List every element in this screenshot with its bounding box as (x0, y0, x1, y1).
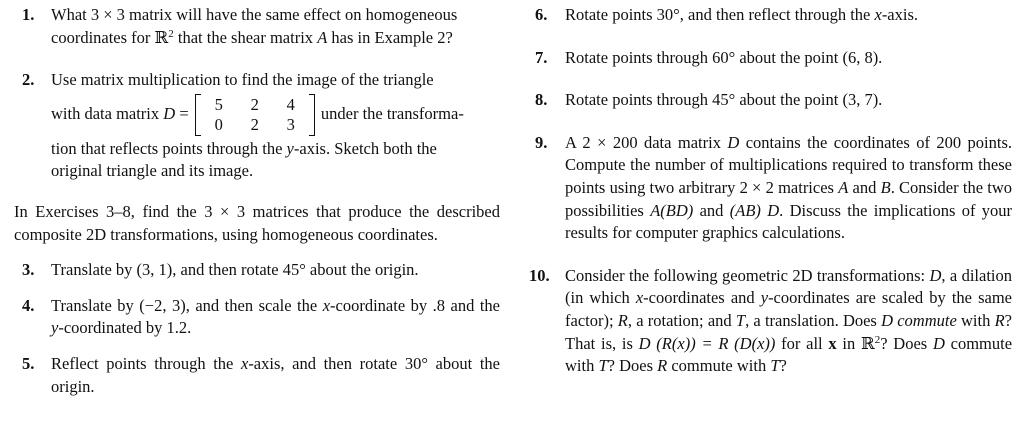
text: under the transforma- (316, 104, 464, 124)
exercise-number: 8. (535, 90, 548, 110)
text: , a translation. Does (745, 310, 882, 330)
math-variable: A (317, 27, 328, 47)
exercise-9-text (565, 132, 1012, 245)
text: Reflect points through the (51, 353, 241, 373)
math-variable: D (929, 265, 942, 285)
data-matrix (195, 94, 315, 136)
text: ? Does (880, 333, 933, 353)
exercise-10 (527, 265, 1012, 378)
text: for all (775, 333, 829, 353)
math-expression: D (R(x)) = R (D(x)) (638, 333, 776, 353)
math-variable: y (286, 138, 294, 158)
math-variable: y (760, 288, 769, 308)
text: A 2 × 200 data matrix (565, 132, 728, 152)
math-variable: B (880, 177, 891, 197)
superscript: 2 (168, 27, 174, 40)
exercise-9 (527, 132, 1012, 245)
exercise-5 (14, 353, 500, 398)
text: and (848, 177, 881, 197)
math-variable: D (932, 333, 945, 353)
matrix-cell: 5 (214, 94, 223, 114)
text: with data matrix (51, 104, 164, 124)
math-variable: x (240, 353, 249, 373)
exercise-number: 10. (529, 265, 550, 285)
exercise-5-text (51, 353, 500, 398)
math-expression: (AB) D (729, 200, 780, 220)
math-variable: T (770, 356, 780, 376)
text: ? Does (607, 356, 658, 376)
exercise-2-line1: Use matrix multiplication to find the image of the triangle (51, 70, 434, 90)
exercise-4-text (51, 295, 500, 340)
text: has in Example 2? (327, 27, 453, 47)
exercise-number: 3. (22, 260, 35, 280)
text: commute with (667, 356, 771, 376)
exercise-number: 2. (22, 70, 35, 90)
math-variable: x (874, 5, 882, 24)
exercise-8 (527, 89, 1012, 112)
math-variable: x (635, 288, 644, 308)
exercise-7 (527, 47, 1012, 70)
left-column (14, 4, 500, 398)
math-variable: y (51, 318, 59, 338)
exercise-6-text (565, 4, 1012, 27)
text: Rotate points 30°, and then reflect through the (565, 5, 875, 24)
matrix-cell: 2 (250, 114, 259, 134)
math-variable: x (322, 295, 331, 315)
text: -coordinates and (643, 288, 761, 308)
text: ? That is, is (565, 310, 1012, 353)
exercise-10-text (565, 265, 1012, 378)
exercise-number: 7. (535, 47, 548, 67)
exercise-1-line2 (51, 27, 500, 50)
text: -axis. (881, 5, 919, 24)
exercise-3 (14, 259, 500, 282)
math-variable: A (838, 177, 849, 197)
exercise-8-text: Rotate points through 45° about the point (3, 7). (565, 90, 883, 110)
text: = (175, 104, 193, 124)
matrix-cell: 4 (286, 94, 295, 114)
math-variable: R (617, 310, 628, 330)
text: that the shear matrix (173, 27, 318, 47)
exercise-number: 1. (22, 5, 35, 24)
text: ? (779, 356, 787, 376)
text: . Discuss the implications of your results for computer graphics calculations. (565, 200, 1013, 243)
exercise-number: 5. (22, 353, 35, 373)
exercise-2 (14, 69, 500, 183)
text: with (956, 310, 995, 330)
text: coordinates for ℝ (51, 27, 169, 47)
exercise-2-line3 (51, 138, 500, 161)
math-variable: R (657, 356, 668, 376)
matrix-grid (201, 95, 309, 135)
exercise-number: 4. (22, 295, 35, 315)
exercise-1-line1: What 3 × 3 matrix will have the same effect on homogeneous (51, 5, 458, 24)
exercise-3-text: Translate by (3, 1), and then rotate 45° about the origin. (51, 260, 419, 280)
text: -coordinates are scaled by the same factor); (565, 288, 1012, 330)
emphasis-text: commute (897, 310, 957, 330)
math-variable: R (994, 310, 1005, 330)
text: in ℝ (836, 333, 875, 353)
math-variable: T (735, 310, 746, 330)
math-variable: D (163, 104, 176, 124)
math-variable: T (598, 356, 608, 376)
matrix-cell: 3 (286, 114, 295, 134)
text: , a dilation (in which (565, 265, 1012, 308)
exercise-2-line4: original triangle and its image. (51, 161, 254, 181)
text: commute with (565, 333, 1013, 376)
math-variable: D (727, 132, 740, 152)
exercise-6 (527, 4, 1012, 27)
right-bracket (309, 94, 315, 136)
text: contains the coordinates of 200 points. Compute the number of multiplications required to transform these points using two arbitrary 2 × 2 matrices (565, 132, 1012, 197)
exercise-4 (14, 295, 500, 340)
exercise-number: 6. (535, 5, 548, 24)
exercise-2-line2 (51, 92, 500, 138)
math-vector: x (828, 333, 837, 353)
text: . Consider the two possibilities (565, 177, 1012, 220)
math-expression: A(BD) (650, 200, 694, 220)
exercises-intro: In Exercises 3–8, find the 3 × 3 matrices that produce the described composite 2D transformations, using homogeneous coordinates. (14, 201, 500, 244)
text: Translate by (−2, 3), and then scale the (51, 295, 323, 315)
text: -axis. Sketch both the (293, 138, 437, 158)
superscript: 2 (874, 333, 881, 346)
text: tion that reflects points through the (51, 138, 287, 158)
text: and (693, 200, 730, 220)
exercise-number: 9. (535, 132, 548, 152)
right-column (527, 4, 1012, 378)
exercise-7-text: Rotate points through 60° about the point (6, 8). (565, 47, 883, 67)
math-variable: D (881, 310, 893, 330)
matrix-cell: 2 (250, 94, 259, 114)
matrix-cell: 0 (214, 114, 223, 134)
exercise-1 (14, 4, 500, 49)
text: -coordinate by .8 and the (330, 295, 501, 315)
text: Consider the following geometric 2D transformations: (565, 265, 930, 285)
text: -coordinated by 1.2. (58, 318, 192, 338)
text: -axis, and then rotate 30° about the origin. (51, 353, 500, 396)
text: , a rotation; and (627, 310, 736, 330)
